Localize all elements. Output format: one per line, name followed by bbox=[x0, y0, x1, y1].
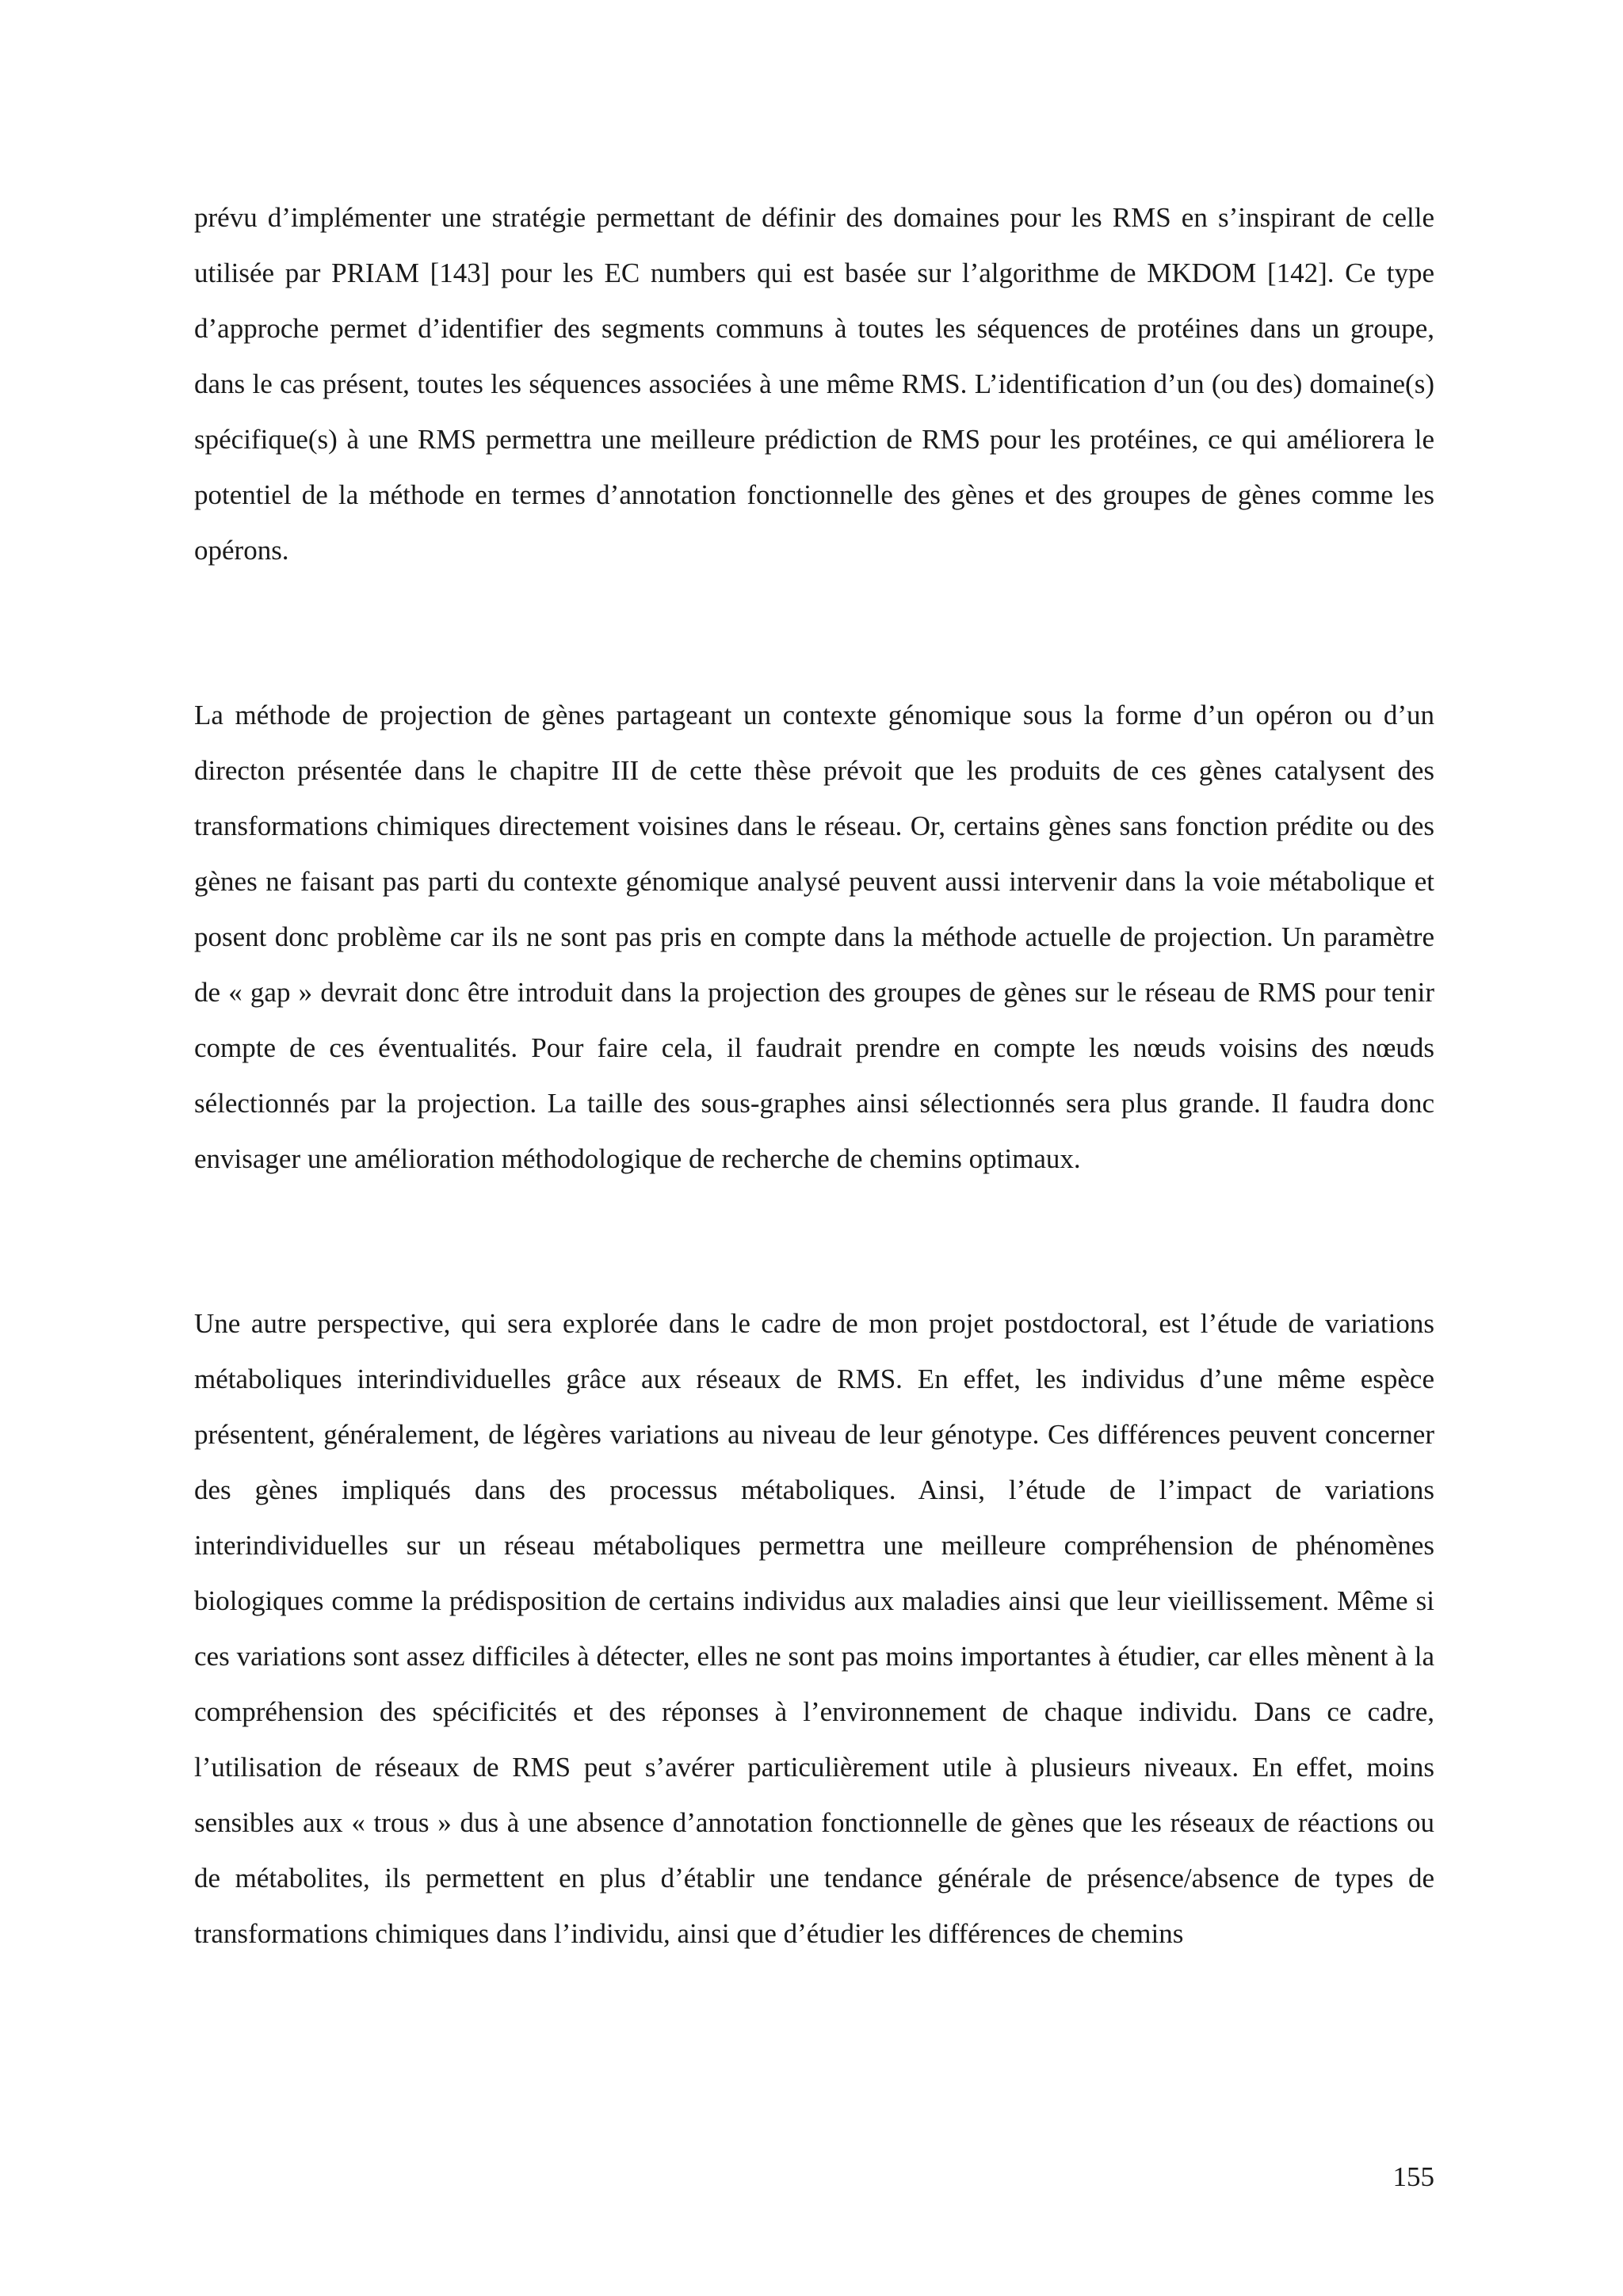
paragraph-domain-strategy: prévu d’implémenter une stratégie permettant de définir des domaines pour les RMS en s’inspirant de celle utilisée par PRIAM [143] pour les EC numbers qui est basée sur l’algorithme de MKDOM [142]. Ce type d’approche permet d’identifier des segments communs à toutes les séquences de protéines dans un groupe, dans le cas présent, toutes les séquences associées à une même RMS. L’identification d’un (ou des) domaine(s) spécifique(s) à une RMS permettra une meilleure prédiction de RMS pour les protéines, ce qui améliorera le potentiel de la méthode en termes d’annotation fonctionnelle des gènes et des groupes de gènes comme les opérons. bbox=[194, 202, 1434, 566]
page-body bbox=[194, 190, 1434, 1962]
paragraph-gap-parameter: La méthode de projection de gènes partageant un contexte génomique sous la forme d’un opéron ou d’un directon présentée dans le chapitre III de cette thèse prévoit que les produits de ces gènes catalysent des transformations chimiques directement voisines dans le réseau. Or, certains gènes sans fonction prédite ou des gènes ne faisant pas parti du contexte génomique analysé peuvent aussi intervenir dans la voie métabolique et posent donc problème car ils ne sont pas pris en compte dans la méthode actuelle de projection. Un paramètre de « gap » devrait donc être introduit dans la projection des groupes de gènes sur le réseau de RMS pour tenir compte de ces éventualités. Pour faire cela, il faudrait prendre en compte les nœuds voisins des nœuds sélectionnés par la projection. La taille des sous-graphes ainsi sélectionnés sera plus grande. Il faudra donc envisager une amélioration méthodologique de recherche de chemins optimaux. bbox=[194, 700, 1434, 1174]
paragraph-interindividual-variations: Une autre perspective, qui sera explorée dans le cadre de mon projet postdoctoral, est l’étude de variations métaboliques interindividuelles grâce aux réseaux de RMS. En effet, les individus d’une même espèce présentent, généralement, de légères variations au niveau de leur génotype. Ces différences peuvent concerner des gènes impliqués dans des processus métaboliques. Ainsi, l’étude de l’impact de variations interindividuelles sur un réseau métaboliques permettra une meilleure compréhension de phénomènes biologiques comme la prédisposition de certains individus aux maladies ainsi que leur vieillissement. Même si ces variations sont assez difficiles à détecter, elles ne sont pas moins importantes à étudier, car elles mènent à la compréhension des spécificités et des réponses à l’environnement de chaque individu. Dans ce cadre, l’utilisation de réseaux de RMS peut s’avérer particulièrement utile à plusieurs niveaux. En effet, moins sensibles aux « trous » dus à une absence d’annotation fonctionnelle de gènes que les réseaux de réactions ou de métabolites, ils permettent en plus d’établir une tendance générale de présence/absence de types de transformations chimiques dans l’individu, ainsi que d’étudier les différences de chemins bbox=[194, 1308, 1434, 1949]
page-number: 155 bbox=[1392, 2161, 1434, 2192]
